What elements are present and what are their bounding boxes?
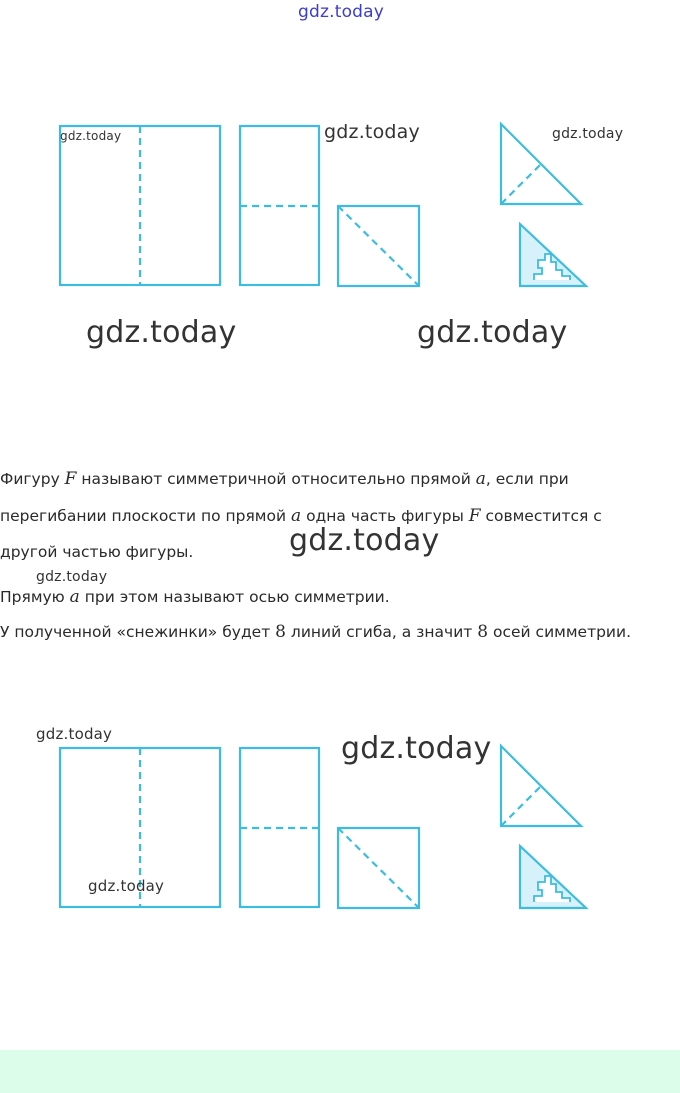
fold-line-triangle xyxy=(501,164,541,204)
definition-line-1: Фигуру F называют симметричной относительно прямой a, если при xyxy=(0,469,569,489)
cut-triangle xyxy=(520,846,586,908)
snowflake-conclusion: У полученной «снежинки» будет 8 линий сгиба, а значит 8 осей симметрии. xyxy=(0,622,632,642)
definition-line-2: перегибании плоскости по прямой a одна часть фигуры F совместится с xyxy=(0,506,602,526)
watermark-fig2-small-left: gdz.today xyxy=(36,725,113,743)
watermark-fig1-small-right: gdz.today xyxy=(552,126,624,142)
watermark-fig1-mid: gdz.today xyxy=(324,121,420,143)
watermark-fig1-small-left: gdz.today xyxy=(60,129,122,143)
fold-line-diagonal xyxy=(338,828,419,908)
watermark-text-big: gdz.today xyxy=(289,523,440,558)
watermark-top: gdz.today xyxy=(298,2,385,22)
definition-line-3: другой частью фигуры. xyxy=(0,543,194,561)
watermark-fig1-big-left: gdz.today xyxy=(86,315,237,350)
watermark-fig2-big: gdz.today xyxy=(341,731,492,766)
fold-line-triangle xyxy=(501,786,541,826)
watermark-fig2-inside: gdz.today xyxy=(88,877,165,895)
axis-definition: Прямую a при этом называют осью симметрии. xyxy=(0,587,390,607)
watermark-text-small: gdz.today xyxy=(36,569,108,585)
watermark-fig1-big-right: gdz.today xyxy=(417,315,568,350)
bottom-band xyxy=(0,1050,680,1093)
fold-line-diagonal xyxy=(338,206,419,286)
cut-triangle xyxy=(520,224,586,286)
